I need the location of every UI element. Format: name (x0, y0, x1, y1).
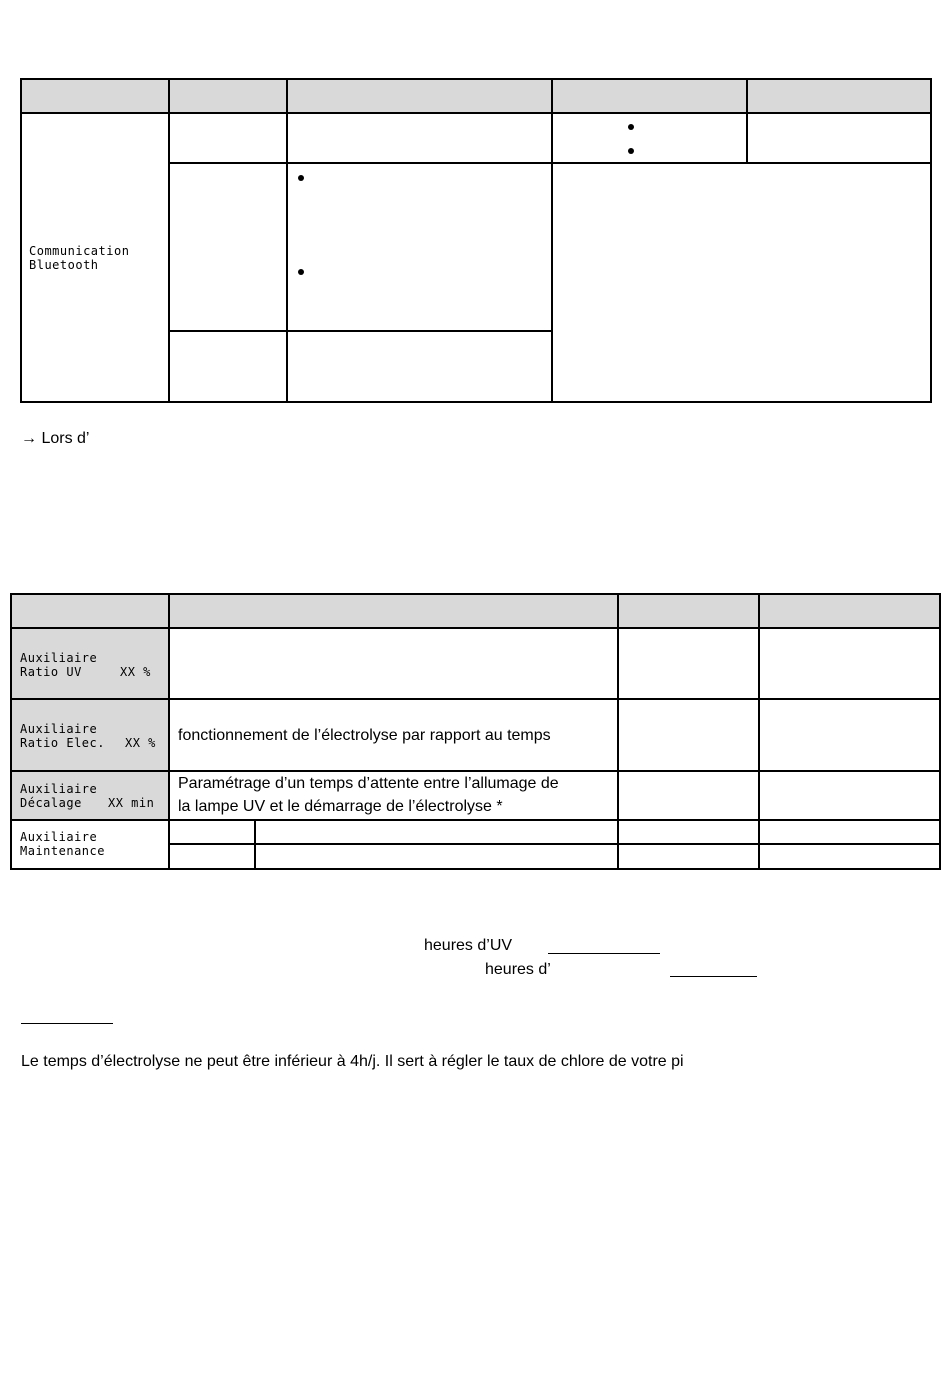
table1-merged-right-cell (551, 162, 932, 403)
table2-row4b-cell-5 (758, 843, 941, 870)
table2-header-cell-2 (168, 593, 619, 629)
lcd-line-2: Décalage (20, 796, 82, 810)
arrow-note: → Lors d’ (21, 430, 90, 447)
table2-row1-cell-4 (758, 627, 941, 700)
lcd-value: XX % (125, 736, 156, 750)
table2-row3-cell-4 (758, 770, 941, 821)
lcd-label-line-2: Bluetooth (29, 258, 99, 272)
table2-row4a-cell-4 (617, 819, 760, 845)
bullet-icon (628, 148, 634, 154)
table2-row2-description (168, 698, 619, 772)
uv-hours-blank (548, 953, 660, 954)
uv-hours-label: heures d’UV (424, 937, 513, 954)
table2-row1-description (168, 627, 619, 700)
lcd-value: XX % (120, 665, 151, 679)
table2-header-cell-4 (758, 593, 941, 629)
other-hours-blank (670, 976, 757, 977)
other-hours-label: heures d’ (485, 961, 551, 978)
table2-header-cell-3 (617, 593, 760, 629)
table1-label-cell (20, 112, 170, 403)
bullet-icon (298, 175, 304, 181)
table2-row4a-cell-5 (758, 819, 941, 845)
lcd-line-2: Maintenance (20, 844, 105, 858)
table1-row2-cell-3 (286, 162, 553, 332)
lcd-value: XX min (108, 796, 155, 810)
lcd-cell-ratio-uv (10, 627, 170, 700)
table2-row4b-cell-4 (617, 843, 760, 870)
table2-header-cell-1 (10, 593, 170, 629)
lcd-line-2: Ratio Elec. (20, 736, 105, 750)
table2-row4b-cell-3 (254, 843, 619, 870)
table2-row4b-cell-2 (168, 843, 256, 870)
table1-row3-cell-3 (286, 330, 553, 403)
description-text: fonctionnement de l’électrolyse par rapport au temps (178, 727, 551, 744)
lcd-line-1: Auxiliaire (20, 782, 98, 796)
table1-row1-cell-3 (286, 112, 553, 164)
table2-row1-cell-3 (617, 627, 760, 700)
lcd-line-2: Ratio UV (20, 665, 82, 679)
footnote-separator (21, 1023, 113, 1024)
table1-row1-cell-2 (168, 112, 288, 164)
table2-row3-cell-3 (617, 770, 760, 821)
table1-header-cell-5 (746, 78, 932, 114)
table1-row1-cell-5 (746, 112, 932, 164)
lcd-cell-decalage (10, 770, 170, 821)
table2-row2-cell-4 (758, 698, 941, 772)
table2-row4a-cell-2 (168, 819, 256, 845)
footnote-text: Le temps d’électrolyse ne peut être inférieur à 4h/j. Il sert à régler le taux de chlore de votre pi (21, 1053, 684, 1070)
lcd-line-1: Auxiliaire (20, 830, 98, 844)
lcd-label-line-1: Communication (29, 244, 130, 258)
lcd-cell-ratio-elec (10, 698, 170, 772)
lcd-cell-maintenance (10, 819, 170, 870)
table1-header-cell-1 (20, 78, 170, 114)
table1-header-cell-2 (168, 78, 288, 114)
description-line-2: la lampe UV et le démarrage de l’électrolyse * (178, 798, 503, 815)
table1-header-cell-3 (286, 78, 553, 114)
table2-row2-cell-3 (617, 698, 760, 772)
lcd-line-1: Auxiliaire (20, 722, 98, 736)
bullet-icon (298, 269, 304, 275)
table1-row3-cell-2 (168, 330, 288, 403)
table1-row2-cell-2 (168, 162, 288, 332)
description-line-1: Paramétrage d’un temps d’attente entre l’allumage de (178, 775, 559, 792)
table2-row4a-cell-3 (254, 819, 619, 845)
lcd-line-1: Auxiliaire (20, 651, 98, 665)
table1-header-cell-4 (551, 78, 748, 114)
table2-row3-description (168, 770, 619, 821)
table1-row1-cell-4 (551, 112, 748, 164)
bullet-icon (628, 124, 634, 130)
